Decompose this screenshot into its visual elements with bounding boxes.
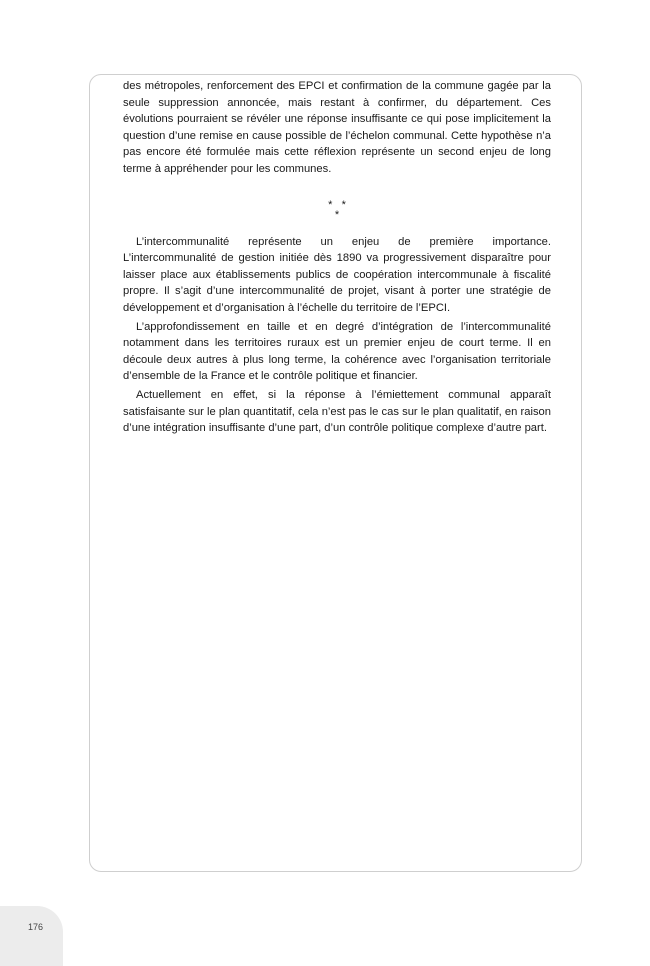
paragraph-1: des métropoles, renforcement des EPCI et confirmation de la commune gagée par la seule suppression annoncée, mais restant à confirmer, du département. Ces évolutions pourraient se révéler une réponse insuffisante ce qui pose implicitement la question d’une remise en cause possible de l’échelon communal. Cette hypothèse n’a pas encore été formulée mais cette réflexion représente un second enjeu de long terme à appréhender pour les communes. <box>123 80 551 175</box>
paragraph-3: L’approfondissement en taille et en degré d’intégration de l’intercommunalité notamment dans les territoires ruraux est un premier enjeu de court terme. Il en découle deux autres à plus long terme, la cohérence avec l’organisation territoriale d’ensemble de la France et le contrôle politique et financier. <box>123 320 551 383</box>
section-separator <box>123 200 551 220</box>
page-number: 176 <box>28 922 44 932</box>
page-number-tab <box>0 906 63 966</box>
body-text <box>123 78 551 437</box>
paragraph-4: Actuellement en effet, si la réponse à l’émiettement communal apparaît satisfaisante sur le plan quantitatif, cela n’est pas le cas sur le plan qualitatif, en raison d’une intégration insuffisante d’une part, d’un contrôle politique complexe d’autre part. <box>123 388 551 435</box>
paragraph-2: L’intercommunalité représente un enjeu de première importance. L’intercommunalité de gestion initiée dès 1890 va progressivement disparaître pour laisser place aux établissements publics de coopération intercommunale à fiscalité propre. Il s’agit d’une intercommunalité de projet, visant à porter une stratégie de développement et d’organisation à l’échelle du territoire de l’EPCI. <box>123 235 551 314</box>
asterism-top: * * <box>328 198 346 211</box>
asterism-bottom: * <box>334 208 340 221</box>
